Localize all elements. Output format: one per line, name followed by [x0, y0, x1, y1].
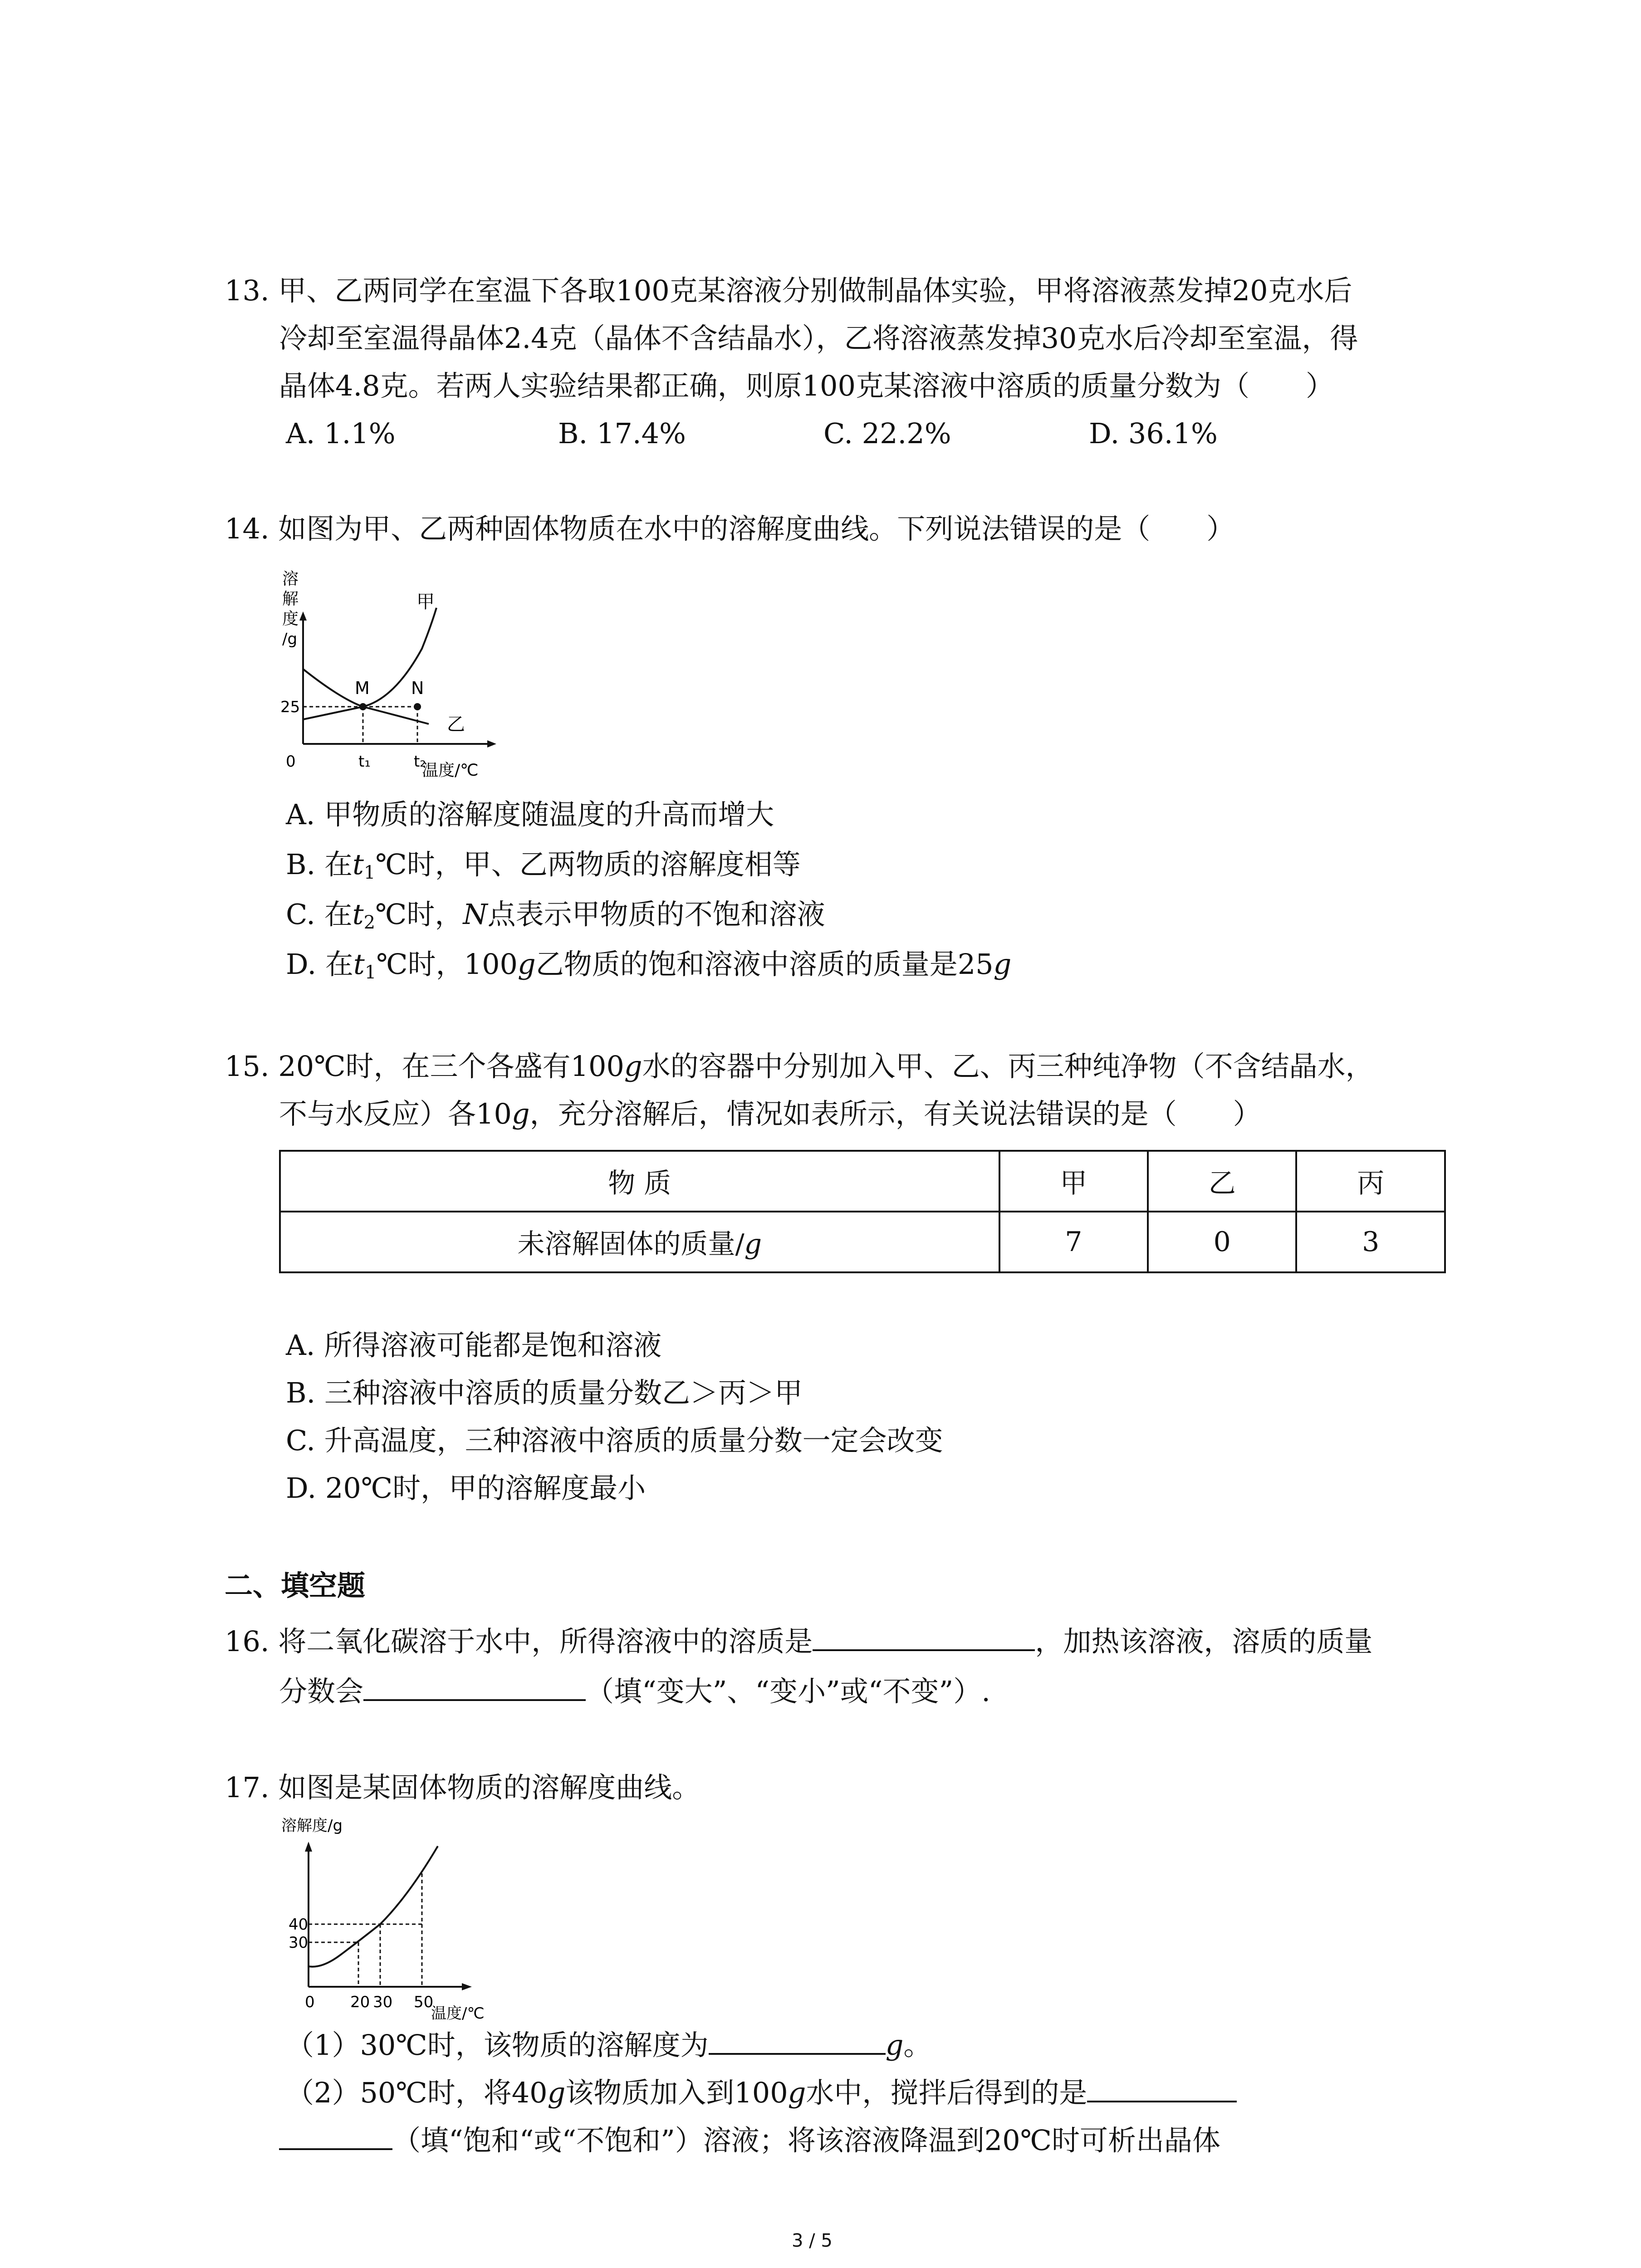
- q15-option-a: A. 所得溶液可能都是饱和溶液: [286, 1329, 662, 1362]
- q14-solubility-figure: [272, 562, 544, 798]
- q14-n-label: N: [411, 678, 424, 698]
- table-row: [280, 1151, 1445, 1212]
- q14-xtick-t1: t₁: [358, 753, 371, 771]
- q17-xtick-30: 30: [373, 1993, 393, 2011]
- q14-m-label: M: [355, 678, 370, 698]
- q17-xtick-50: 50: [414, 1993, 434, 2011]
- q14-point-n: [414, 703, 421, 710]
- q17-blank-2: [1087, 2075, 1237, 2102]
- q14-xtick-t2: t₂: [414, 753, 426, 771]
- table-header-cell: 甲: [999, 1151, 1148, 1212]
- q14-curve-a-label: 甲: [416, 591, 435, 612]
- q17-curve: [309, 1846, 438, 1967]
- q14-point-m: [359, 703, 367, 710]
- q17-ylabel: 溶解度/g: [281, 1817, 343, 1835]
- section-title: 二、填空题: [225, 1569, 366, 1602]
- q14-ytick-25: 25: [280, 698, 300, 716]
- q13-option-b: B. 17.4%: [558, 417, 686, 450]
- q17-ytick-40: 40: [289, 1916, 309, 1934]
- q13-line2: 冷却至室温得晶体2.4克（晶体不含结晶水），乙将溶液蒸发掉30克水后冷却至室温，得: [279, 322, 1358, 355]
- q17-ytick-30: 30: [289, 1934, 309, 1952]
- q15-option-b: B. 三种溶液中溶质的质量分数乙＞丙＞甲: [286, 1376, 803, 1409]
- q17-xlabel: 温度/℃: [431, 2004, 485, 2023]
- q13-line3: 晶体4.8克。若两人实验结果都正确，则原100克某溶液中溶质的质量分数为（ ）: [279, 369, 1334, 402]
- q14-option-d: D. 在$t_1℃$时，100g乙物质的饱和溶液中溶质的质量是25g: [286, 948, 1012, 983]
- q17-origin: 0: [305, 1993, 315, 2011]
- q14-ylabel-3: 度: [282, 610, 299, 628]
- q17-sub2-line2: （填“饱和“或“不饱和”）溶液；将该溶液降温到20℃时可析出晶体: [279, 2123, 1220, 2155]
- q14-ylabel-2: 解: [282, 590, 299, 608]
- q15-option-c: C. 升高温度，三种溶液中溶质的质量分数一定会改变: [286, 1424, 943, 1457]
- q13-option-c: C. 22.2%: [823, 417, 951, 450]
- q16-line2: 分数会 （填“变大”、“变小”或“不变”）.: [279, 1675, 990, 1708]
- q14-ylabel-1: 溶: [282, 570, 299, 588]
- q14-curve-b-label: 乙: [447, 714, 465, 735]
- q17-sub2: （2）50℃时，将40g该物质加入到100g水中，搅拌后得到的是: [286, 2075, 1237, 2107]
- q14-curve-b: [303, 707, 429, 724]
- q16-line1: 16. 将二氧化碳溶于水中，所得溶液中的溶质是 ，加热该溶液，溶质的质量: [225, 1625, 1373, 1658]
- table-cell: 3: [1296, 1212, 1445, 1272]
- q15-option-d: D. 20℃时，甲的溶解度最小: [286, 1471, 646, 1505]
- table-cell: 7: [999, 1212, 1148, 1272]
- q16-blank-2: [363, 1674, 586, 1701]
- table-cell: 0: [1148, 1212, 1296, 1272]
- q13-option-a: A. 1.1%: [286, 417, 396, 450]
- q14-option-a: A. 甲物质的溶解度随温度的升高而增大: [286, 798, 774, 831]
- table-row-label: 未溶解固体的质量/g: [280, 1212, 999, 1272]
- table-row: [280, 1212, 1445, 1272]
- table-header-cell: 丙: [1296, 1151, 1445, 1212]
- page-number: 3 / 5: [792, 2230, 833, 2251]
- q15-line1: 15. 20℃时，在三个各盛有100g水的容器中分别加入甲、乙、丙三种纯净物（不含结晶水，: [225, 1050, 1374, 1083]
- table-header-cell: 乙: [1148, 1151, 1296, 1212]
- q13-line1: 13. 甲、乙两同学在室温下各取100克某溶液分别做制晶体实验，甲将溶液蒸发掉20克水后: [225, 274, 1352, 307]
- q14-xlabel: 温度/℃: [422, 761, 479, 780]
- q17-stem: 17. 如图是某固体物质的溶解度曲线。: [225, 1771, 700, 1804]
- q14-ylabel-4: /g: [282, 630, 298, 648]
- q17-blank-3: [279, 2123, 392, 2150]
- q13-option-d: D. 36.1%: [1089, 417, 1218, 450]
- q14-origin: 0: [286, 753, 296, 771]
- q15-table: [279, 1150, 1446, 1273]
- q15-line2: 不与水反应）各10g，充分溶解后，情况如表所示，有关说法错误的是（ ）: [279, 1097, 1261, 1130]
- q14-option-c: C. 在$t_2℃$时，N点表示甲物质的不饱和溶液: [286, 898, 825, 933]
- q14-option-b: B. 在$t_1℃$时，甲、乙两物质的溶解度相等: [286, 848, 801, 883]
- table-header-cell: 物 质: [280, 1151, 999, 1212]
- q17-sub1: （1）30℃时，该物质的溶解度为 g。: [286, 2028, 932, 2062]
- q14-stem: 14. 如图为甲、乙两种固体物质在水中的溶解度曲线。下列说法错误的是（ ）: [225, 512, 1235, 545]
- q17-xtick-20: 20: [350, 1993, 370, 2011]
- q17-solubility-figure: [272, 1814, 526, 2023]
- q16-blank-1: [813, 1624, 1035, 1651]
- q17-blank-1: [709, 2028, 886, 2055]
